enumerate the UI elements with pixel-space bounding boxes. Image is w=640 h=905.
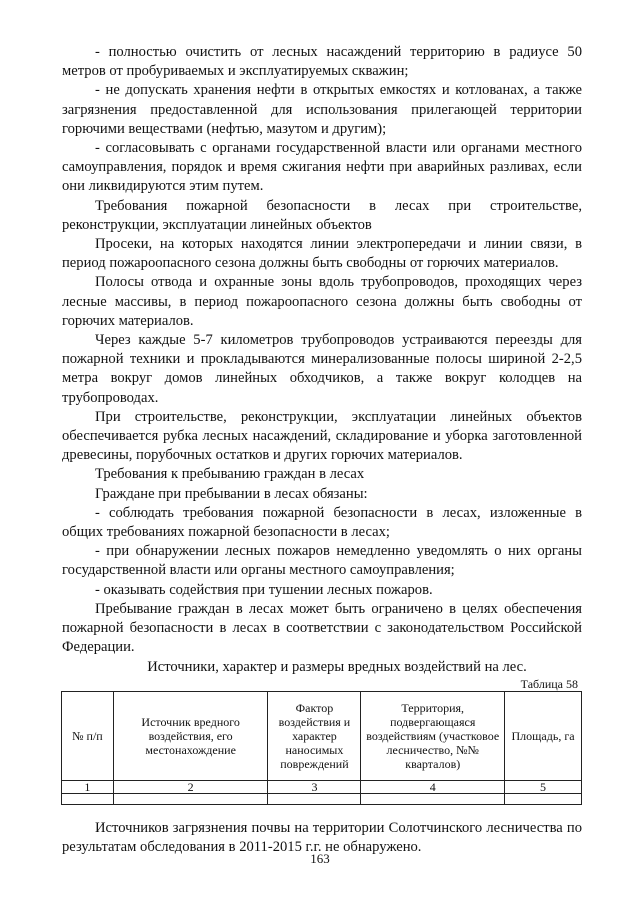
body-text [62,43,582,658]
table-title: Источники, характер и размеры вредных воздействий на лес. [147,658,527,675]
empty-cell [361,793,505,804]
column-number-cell: 2 [113,780,268,793]
heading-linear-objects: Требования пожарной безопасности в лесах при строительстве, реконструкции, эксплуатации линейных объектов [62,197,582,233]
paragraph-crossings: Через каждые 5-7 километров трубопроводов устраиваются переезды для пожарной техники и прокладываются минерализованные полосы шириной 2-2,5 метра вокруг домов линейных обходчиков, а также вокруг колодцев на трубопроводах. [62,332,582,406]
table-number: Таблица 58 [520,676,578,691]
page-number: 163 [310,851,330,866]
header-cell: Источник вредного воздействия, его местонахождение [113,691,268,780]
table-row [62,780,582,793]
paragraph-coordinate-burning: - согласовывать с органами государственной власти или органами местного самоуправления, порядок и время сжигания нефти при аварийных разливах, если они ликвидируются этим путем. [62,140,582,195]
paragraph-no-oil-storage: - не допускать хранения нефти в открытых емкостях и котлованах, а также загрязнения предоставленной для использования прилегающей территории горючими веществами (нефтью, мазутом и другим); [62,82,582,137]
paragraph-stay-restricted: Пребывание граждан в лесах может быть ограничено в целях обеспечения пожарной безопасности в лесах в соответствии с законодательством Российской Федерации. [62,600,582,656]
column-number-cell: 3 [268,780,361,793]
paragraph-pipeline-zones: Полосы отвода и охранные зоны вдоль трубопроводов, проходящих через лесные массивы, в период пожароопасного сезона должны быть свободны от горючих материалов. [62,274,582,329]
paragraph-power-lines: Просеки, на которых находятся линии электропередачи и линии связи, в период пожароопасного сезона должны быть свободны от горючих материалов. [62,236,582,272]
column-number-cell: 4 [361,780,505,793]
table-row [62,793,582,804]
empty-cell [62,793,114,804]
paragraph-assist-firefighting: - оказывать содействия при тушении лесных пожаров. [95,581,433,598]
empty-cell [268,793,361,804]
table-header-row [62,691,582,780]
paragraph-clear-radius: - полностью очистить от лесных насаждений территорию в радиусе 50 метров от пробуриваемых и эксплуатируемых скважин; [62,44,582,80]
harm-sources-table [61,691,582,805]
paragraph-notify-authorities: - при обнаружении лесных пожаров немедленно уведомлять о них органы государственной власти или органы местного самоуправления; [62,543,582,579]
paragraph-citizens-obliged: Граждане при пребывании в лесах обязаны: [95,485,368,502]
document-page [62,43,582,857]
heading-citizens: Требования к пребыванию граждан в лесах [95,466,365,483]
header-cell: № п/п [62,691,114,780]
paragraph-construction: При строительстве, реконструкции, эксплуатации линейных объектов обеспечивается рубка лесных насаждений, складирование и уборка заготовленной древесины, порубочных остатков и других горючих материалов. [62,408,582,464]
paragraph-soil-pollution: Источников загрязнения почвы на территории Солотчинского лесничества по результатам обследования в 2011-2015 г.г. не обнаружено. [62,819,582,855]
column-number-cell: 5 [505,780,582,793]
empty-cell [505,793,582,804]
empty-cell [113,793,268,804]
paragraph-observe-rules: - соблюдать требования пожарной безопасности в лесах, изложенные в общих требованиях пожарной безопасности в лесах; [62,504,582,541]
header-cell: Фактор воздействия и характер наносимых повреждений [268,691,361,780]
header-cell: Территория, подвергающаяся воздействиям (участковое лесничество, №№ кварталов) [361,691,505,780]
column-number-cell: 1 [62,780,114,793]
header-cell: Площадь, га [505,691,582,780]
